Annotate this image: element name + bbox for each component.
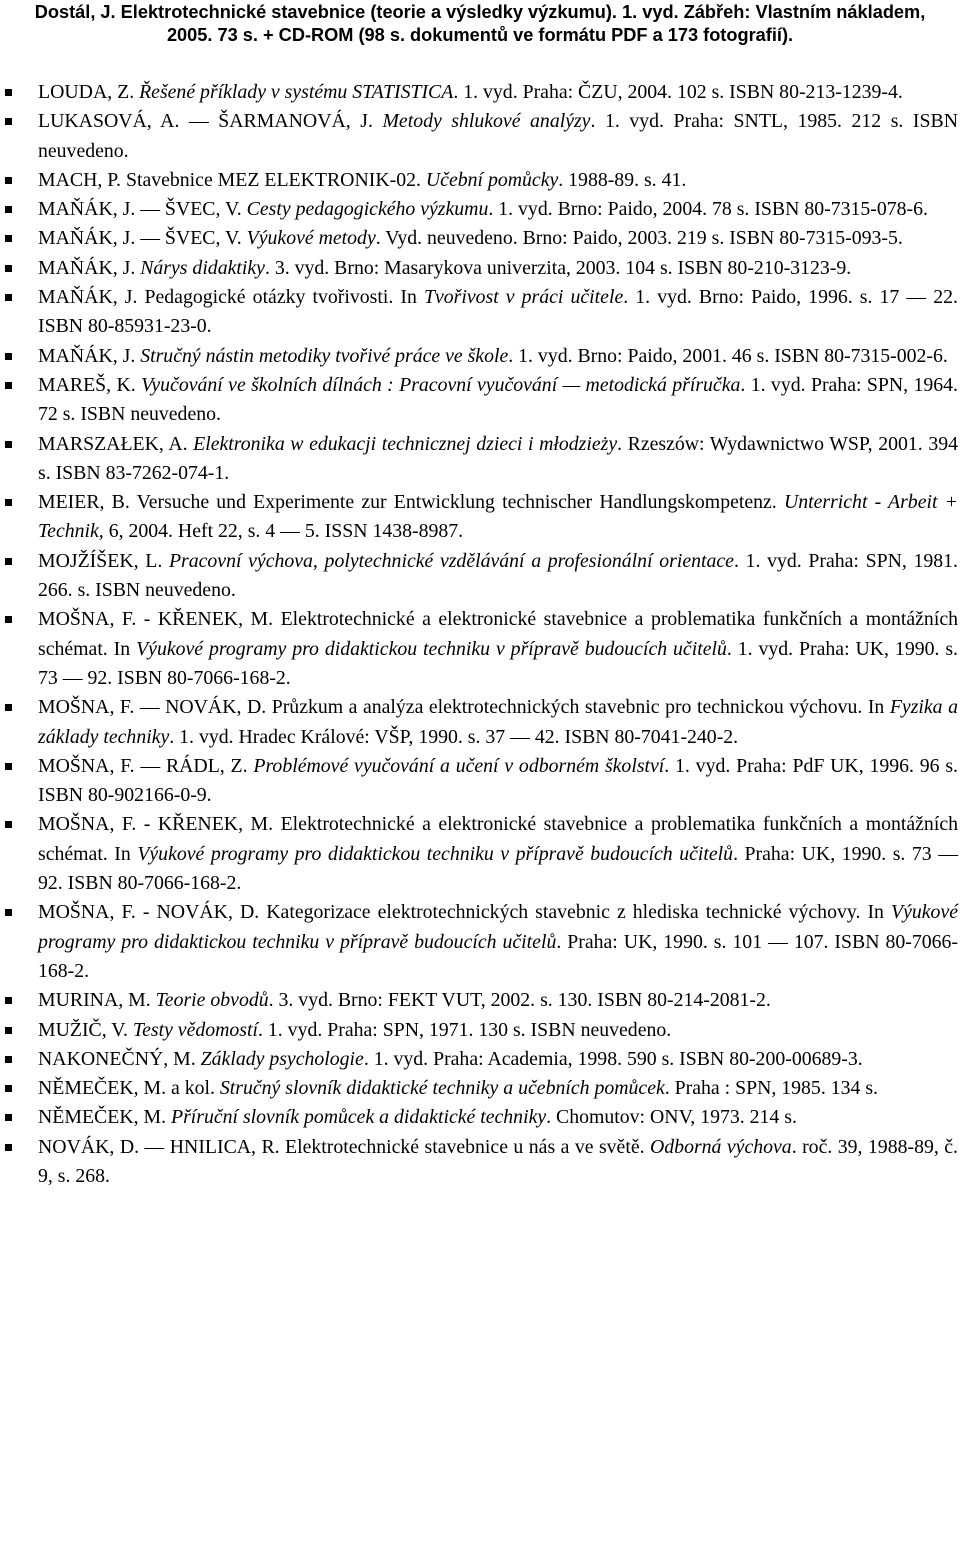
entry-text: NĚMEČEK, M. a kol. [38, 1077, 220, 1100]
entry-text: . 1. vyd. Praha: SNTL, 1985. 212 s. ISBN neuvedeno. [38, 110, 958, 162]
entry-text: MACH, P. Stavebnice MEZ ELEKTRONIK-02. [38, 168, 426, 191]
square-bullet-icon [5, 235, 12, 242]
entry-title: Výukové programy pro didaktickou techniku v přípravě budoucích učitelů [136, 637, 727, 660]
entry-text: . 1. vyd. Praha: SPN, 1964. 72 s. ISBN neuvedeno. [38, 373, 958, 426]
square-bullet-icon [5, 294, 12, 301]
bibliography-entry [0, 488, 960, 547]
entry-text: . 1. vyd. Praha: SPN, 1981. 266. s. ISBN neuvedeno. [38, 549, 958, 602]
entry-text: . 1. vyd. Praha: SPN, 1971. 130 s. ISBN neuvedeno. [258, 1018, 672, 1041]
entry-text: . Rzeszów: Wydawnictwo WSP, 2001. 394 s. ISBN 83-7262-074-1. [38, 432, 958, 484]
entry-text: . 1. vyd. Praha: Academia, 1998. 590 s. ISBN 80-200-00689-3. [363, 1047, 863, 1070]
bibliography-entry [0, 371, 960, 430]
entry-title: Učební pomůcky [425, 168, 559, 191]
entry-title: Unterricht - Arbeit + Technik, [38, 491, 958, 543]
square-bullet-icon [5, 265, 12, 272]
bibliography-entry [0, 1074, 960, 1103]
square-bullet-icon [5, 1056, 12, 1063]
document-header [0, 0, 960, 47]
square-bullet-icon [5, 1085, 12, 1092]
entry-title: Nárys didaktiky [140, 256, 265, 279]
entry-title: Vyučování ve školních dílnách : Pracovní vyučování — metodická příručka [141, 373, 741, 396]
square-bullet-icon [5, 1144, 12, 1151]
entry-text: MOŠNA, F. - KŘENEK, M. Elektrotechnické a elektronické stavebnice a problematika funkčních a montážních schémat. In [38, 608, 958, 660]
bibliography-entry [0, 1103, 960, 1132]
entry-text: MAŇÁK, J. [38, 344, 141, 367]
entry-text: . Chomutov: ONV, 1973. 214 s. [546, 1106, 797, 1129]
square-bullet-icon [5, 206, 12, 213]
entry-title: Cesty pedagogického výzkumu [246, 198, 489, 221]
entry-text: MOŠNA, F. — NOVÁK, D. Průzkum a analýza elektrotechnických stavebnic pro technickou výchovu. In [38, 696, 890, 719]
entry-text: . Vyd. neuvedeno. Brno: Paido, 2003. 219 s. ISBN 80-7315-093-5. [375, 227, 903, 250]
square-bullet-icon [5, 441, 12, 448]
entry-text: . 1. vyd. Hradec Králové: VŠP, 1990. s. 37 — 42. ISBN 80-7041-240-2. [169, 725, 739, 748]
bibliography-entry [0, 693, 960, 752]
entry-title: Metody shlukové analýzy [382, 110, 591, 133]
entry-text: NĚMEČEK, M. [38, 1106, 171, 1129]
square-bullet-icon [5, 821, 12, 828]
entry-text: MAŇÁK, J. — ŠVEC, V. [38, 227, 247, 250]
entry-text: MOŠNA, F. — RÁDL, Z. [38, 754, 254, 777]
entry-text: MURINA, M. [38, 989, 156, 1012]
square-bullet-icon [5, 177, 12, 184]
square-bullet-icon [5, 1027, 12, 1034]
entry-text: . 1. vyd. Brno: Paido, 2001. 46 s. ISBN 80-7315-002-6. [508, 344, 948, 367]
bibliography-entry [0, 195, 960, 224]
bibliography-entry [0, 342, 960, 371]
entry-text: MOŠNA, F. - NOVÁK, D. Kategorizace elektrotechnických stavebnic z hlediska technické výchovy. In [38, 901, 892, 924]
square-bullet-icon [5, 704, 12, 711]
square-bullet-icon [5, 499, 12, 506]
entry-text: 6, 2004. Heft 22, s. 4 — 5. ISSN 1438-8987. [103, 520, 464, 543]
entry-title: Stručný nástin metodiky tvořivé práce ve škole [140, 344, 509, 367]
entry-text: MAŇÁK, J. Pedagogické otázky tvořivosti. In [38, 286, 424, 309]
entry-text: MOŠNA, F. - KŘENEK, M. Elektrotechnické a elektronické stavebnice a problematika funkčních a montážních schémat. In [38, 813, 958, 865]
entry-title: Příruční slovník pomůcek a didaktické techniky [170, 1106, 547, 1129]
entry-title: Odborná výchova [650, 1135, 792, 1158]
bibliography-list [0, 78, 960, 1191]
entry-text: . roč. 39, 1988-89, č. 9, s. 268. [38, 1135, 958, 1187]
entry-title: Základy psychologie [200, 1047, 364, 1070]
bibliography-entry [0, 810, 960, 898]
entry-title: Tvořivost v práci učitele [423, 286, 624, 309]
entry-title: Elektronika w edukacji technicznej dzieci i młodzieży [193, 432, 618, 455]
entry-title: Problémové vyučování a učení v odborném školství [253, 754, 665, 777]
entry-text: MEIER, B. Versuche und Experimente zur Entwicklung technischer Handlungskompetenz. [38, 491, 784, 514]
entry-text: . Praha : SPN, 1985. 134 s. [664, 1077, 878, 1100]
square-bullet-icon [5, 616, 12, 623]
entry-text: MUŽIČ, V. [38, 1018, 133, 1041]
entry-text: MARSZAŁEK, A. [38, 432, 194, 455]
entry-text: MOJŽÍŠEK, L. [38, 549, 169, 572]
bibliography-entry [0, 547, 960, 606]
entry-text: . 1. vyd. Brno: Paido, 1996. s. 17 — 22. ISBN 80-85931-23-0. [38, 286, 958, 338]
bibliography-entry [0, 78, 960, 107]
entry-title: Testy vědomostí [132, 1018, 258, 1041]
entry-text: . Praha: UK, 1990. s. 73 — 92. ISBN 80-7066-168-2. [38, 842, 959, 895]
entry-text: LUKASOVÁ, A. — ŠARMANOVÁ, J. [38, 110, 383, 133]
entry-title: Výukové programy pro didaktickou techniku v přípravě budoucích učitelů [38, 901, 958, 953]
entry-title: Fyzika a základy techniky [38, 696, 958, 748]
entry-title: Výukové metody [246, 227, 376, 250]
header-line-1: Dostál, J. Elektrotechnické stavebnice (teorie a výsledky výzkumu). 1. vyd. Zábřeh: Vlastním nákladem, [34, 2, 926, 22]
header-line-2: 2005. 73 s. + CD-ROM (98 s. dokumentů ve formátu PDF a 173 fotografií). [166, 25, 794, 45]
entry-text: MAŇÁK, J. — ŠVEC, V. [38, 198, 247, 221]
square-bullet-icon [5, 89, 12, 96]
square-bullet-icon [5, 353, 12, 360]
entry-text: LOUDA, Z. [38, 81, 140, 103]
bibliography-entry [0, 430, 960, 489]
entry-title: Řešené příklady v systému STATISTICA [139, 81, 454, 103]
entry-text: NAKONEČNÝ, M. [38, 1047, 201, 1070]
entry-text: . 3. vyd. Brno: Masarykova univerzita, 2003. 104 s. ISBN 80-210-3123-9. [264, 256, 852, 279]
bibliography-entry [0, 254, 960, 283]
entry-title: Výukové programy pro didaktickou techniku v přípravě budoucích učitelů [137, 842, 734, 865]
entry-text: MAŇÁK, J. [38, 256, 141, 279]
entry-text: . 1. vyd. Praha: ČZU, 2004. 102 s. ISBN 80-213-1239-4. [453, 81, 903, 103]
entry-text: MAREŠ, K. [38, 373, 142, 396]
entry-text: . 1. vyd. Brno: Paido, 2004. 78 s. ISBN 80-7315-078-6. [488, 198, 928, 221]
entry-text: NOVÁK, D. — HNILICA, R. Elektrotechnické stavebnice u nás a ve světě. [38, 1135, 650, 1158]
bibliography-entry [0, 166, 960, 195]
bibliography-entry [0, 605, 960, 693]
entry-text: . Praha: UK, 1990. s. 101 — 107. ISBN 80-7066-168-2. [38, 930, 958, 982]
square-bullet-icon [5, 763, 12, 770]
bibliography-entry [0, 898, 960, 986]
bibliography-entry [0, 752, 960, 811]
square-bullet-icon [5, 118, 12, 125]
entry-title: Teorie obvodů [155, 989, 269, 1012]
bibliography-entry [0, 107, 960, 166]
entry-text: . 1. vyd. Praha: UK, 1990. s. 73 — 92. ISBN 80-7066-168-2. [38, 637, 958, 689]
square-bullet-icon [5, 997, 12, 1004]
entry-text: . 1988-89. s. 41. [558, 168, 687, 191]
bibliography-entry [0, 986, 960, 1015]
bibliography-entry [0, 1016, 960, 1045]
entry-title: Stručný slovník didaktické techniky a učebních pomůcek [219, 1077, 665, 1100]
entry-text: . 1. vyd. Praha: PdF UK, 1996. 96 s. ISBN 80-902166-0-9. [38, 754, 959, 807]
entry-text: . 3. vyd. Brno: FEKT VUT, 2002. s. 130. ISBN 80-214-2081-2. [268, 989, 771, 1012]
bibliography-entry [0, 1045, 960, 1074]
square-bullet-icon [5, 1114, 12, 1121]
bibliography-entry [0, 224, 960, 253]
entry-title: Pracovní výchova, polytechnické vzdělávání a profesionální orientace [168, 549, 734, 572]
square-bullet-icon [5, 909, 12, 916]
square-bullet-icon [5, 382, 12, 389]
square-bullet-icon [5, 558, 12, 565]
bibliography-entry [0, 1133, 960, 1192]
bibliography-entry [0, 283, 960, 342]
